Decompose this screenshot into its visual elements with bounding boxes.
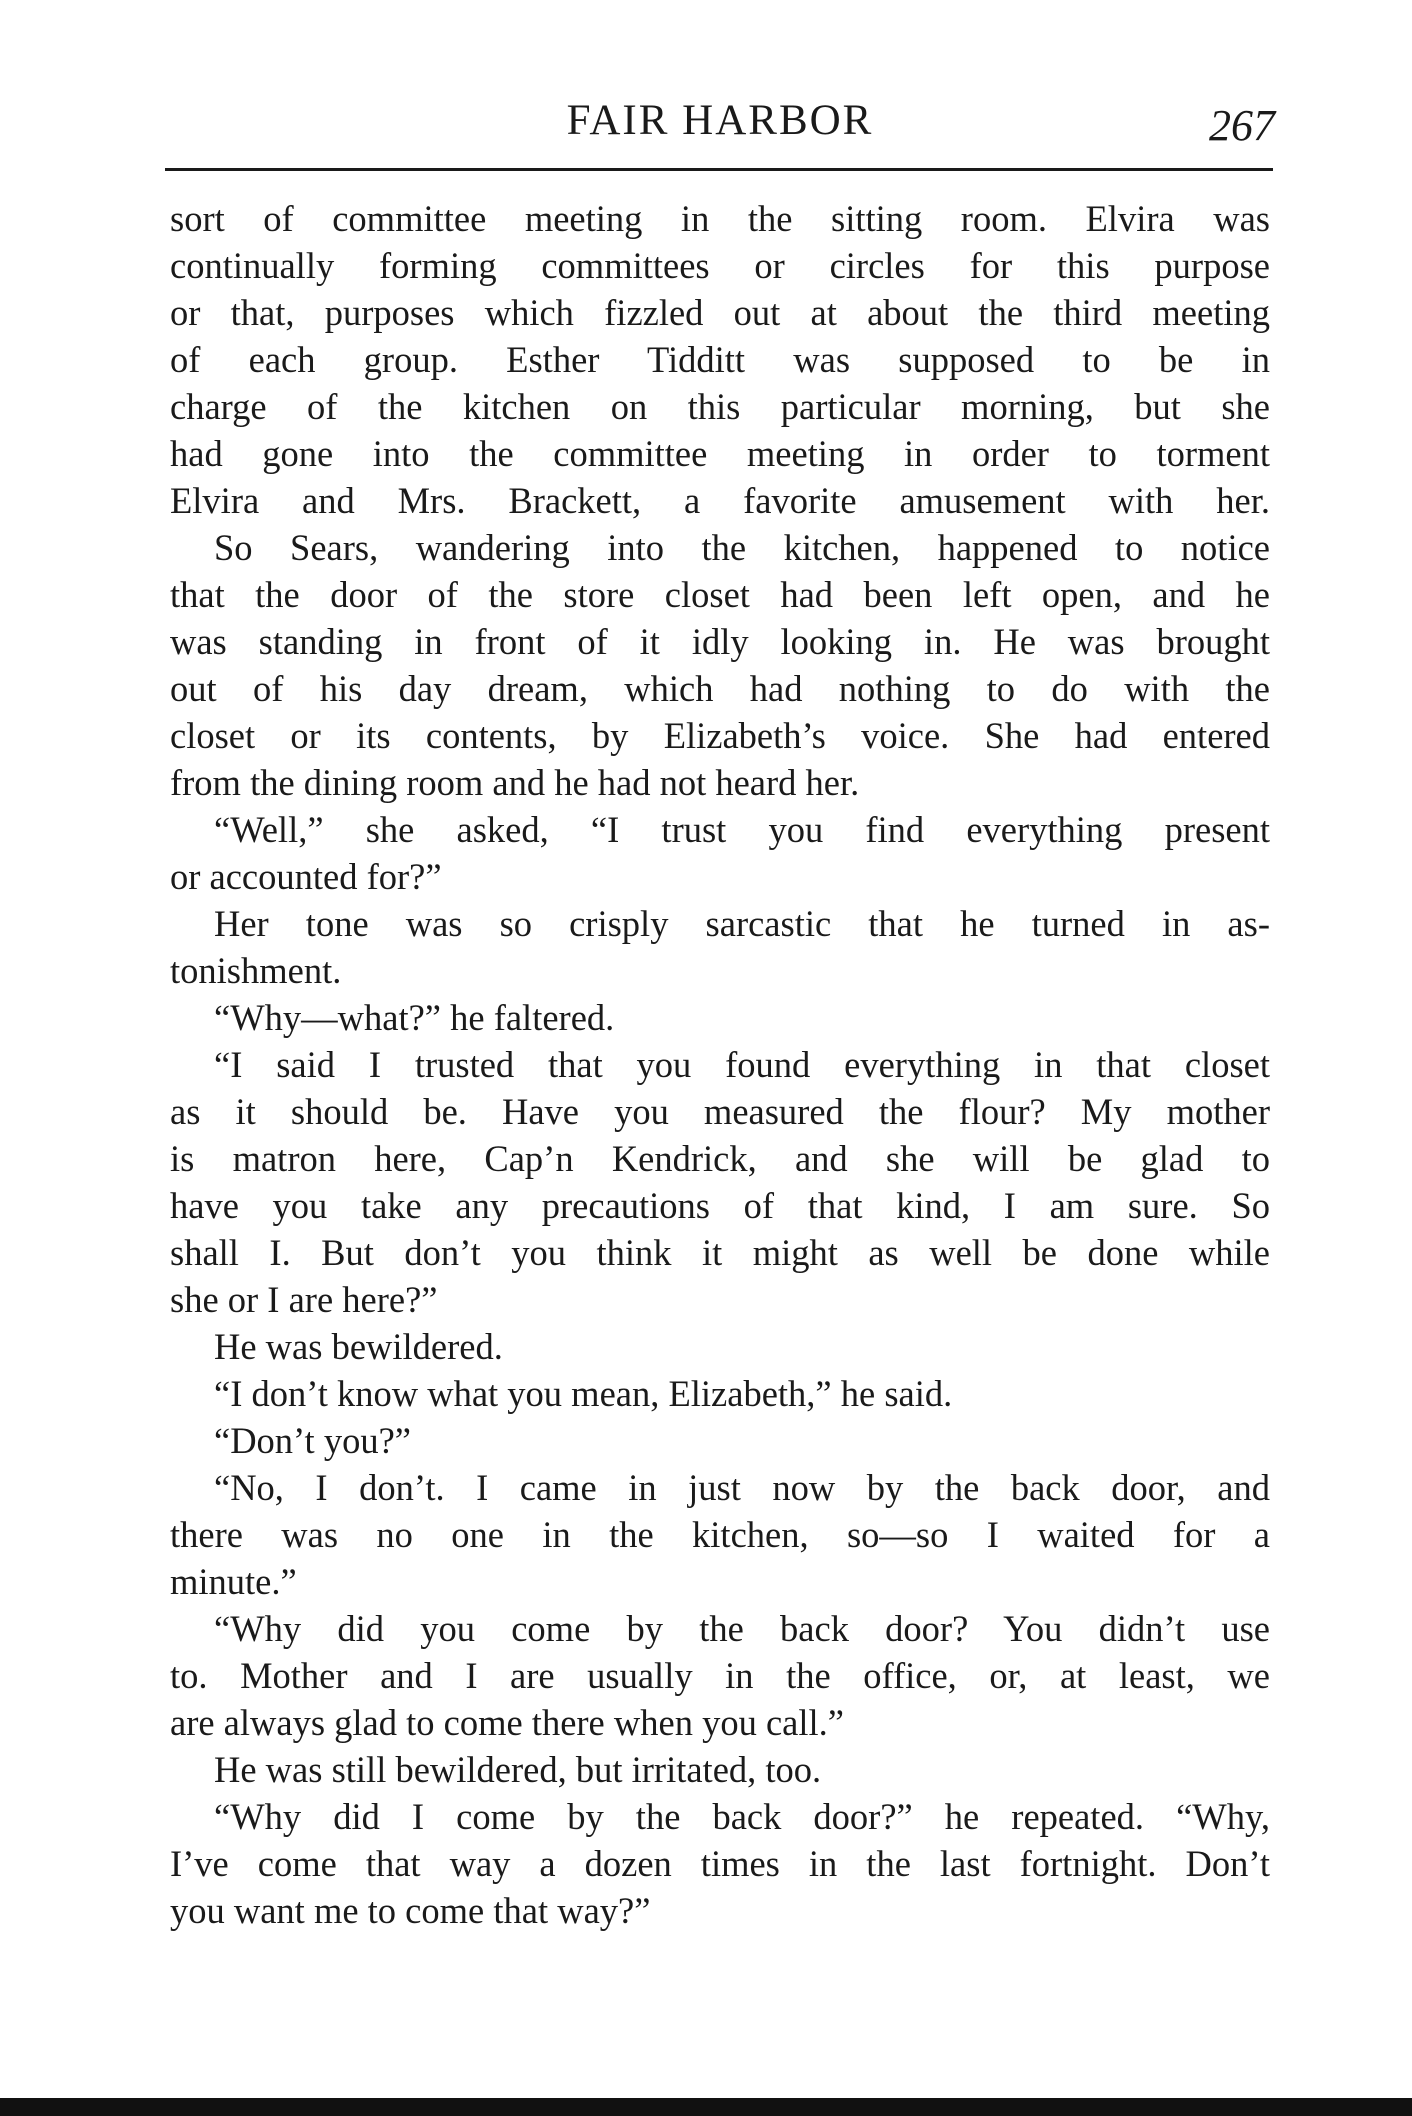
text-line: you want me to come that way?” [170, 1890, 651, 1931]
text-line: had gone into the committee meeting in order to torment [170, 433, 1270, 474]
text-line: charge of the kitchen on this particular morning, but she [170, 386, 1270, 427]
text-line: from the dining room and he had not heard her. [170, 762, 860, 803]
header-rule [165, 168, 1273, 171]
text-line: “No, I don’t. I came in just now by the back door, and [214, 1467, 1270, 1508]
text-line: “Well,” she asked, “I trust you find everything present [214, 809, 1270, 850]
text-line: is matron here, Cap’n Kendrick, and she will be glad to [170, 1138, 1270, 1179]
text-line: “Don’t you?” [214, 1420, 411, 1461]
text-line: “I don’t know what you mean, Elizabeth,” he said. [214, 1373, 953, 1414]
text-line: closet or its contents, by Elizabeth’s voice. She had entered [170, 715, 1270, 756]
text-line: continually forming committees or circles for this purpose [170, 245, 1270, 286]
text-line: tonishment. [170, 950, 342, 991]
running-title: FAIR HARBOR [566, 97, 874, 144]
text-line: to. Mother and I are usually in the office, or, at least, we [170, 1655, 1270, 1696]
text-line: “Why—what?” he faltered. [214, 997, 615, 1038]
text-line: “Why did I come by the back door?” he repeated. “Why, [214, 1796, 1270, 1837]
text-line: minute.” [170, 1561, 297, 1602]
text-line: that the door of the store closet had been left open, and he [170, 574, 1270, 615]
text-line: He was still bewildered, but irritated, too. [214, 1749, 822, 1790]
text-line: or that, purposes which fizzled out at about the third meeting [170, 292, 1270, 333]
scan-bottom-border [0, 2098, 1412, 2116]
text-line: was standing in front of it idly looking in. He was brought [170, 621, 1270, 662]
text-line: I’ve come that way a dozen times in the last fortnight. Don’t [170, 1843, 1270, 1884]
page-number: 267 [1209, 101, 1275, 150]
text-line: Her tone was so crisply sarcastic that he turned in as- [214, 903, 1270, 944]
text-line: there was no one in the kitchen, so—so I waited for a [170, 1514, 1270, 1555]
text-line: are always glad to come there when you call.” [170, 1702, 844, 1743]
running-head [165, 96, 1275, 156]
text-line: out of his day dream, which had nothing to do with the [170, 668, 1270, 709]
text-line: as it should be. Have you measured the flour? My mother [170, 1091, 1270, 1132]
text-line: “Why did you come by the back door? You didn’t use [214, 1608, 1270, 1649]
text-line: He was bewildered. [214, 1326, 503, 1367]
text-line: she or I are here?” [170, 1279, 438, 1320]
text-line: or accounted for?” [170, 856, 442, 897]
text-line: of each group. Esther Tidditt was supposed to be in [170, 339, 1270, 380]
text-line: “I said I trusted that you found everything in that closet [214, 1044, 1270, 1085]
text-line: shall I. But don’t you think it might as well be done while [170, 1232, 1270, 1273]
text-line: Elvira and Mrs. Brackett, a favorite amusement with her. [170, 480, 1270, 521]
text-line: have you take any precautions of that kind, I am sure. So [170, 1185, 1270, 1226]
text-line: So Sears, wandering into the kitchen, happened to notice [214, 527, 1270, 568]
text-line: sort of committee meeting in the sitting room. Elvira was [170, 198, 1270, 239]
body-text [170, 195, 1270, 1934]
